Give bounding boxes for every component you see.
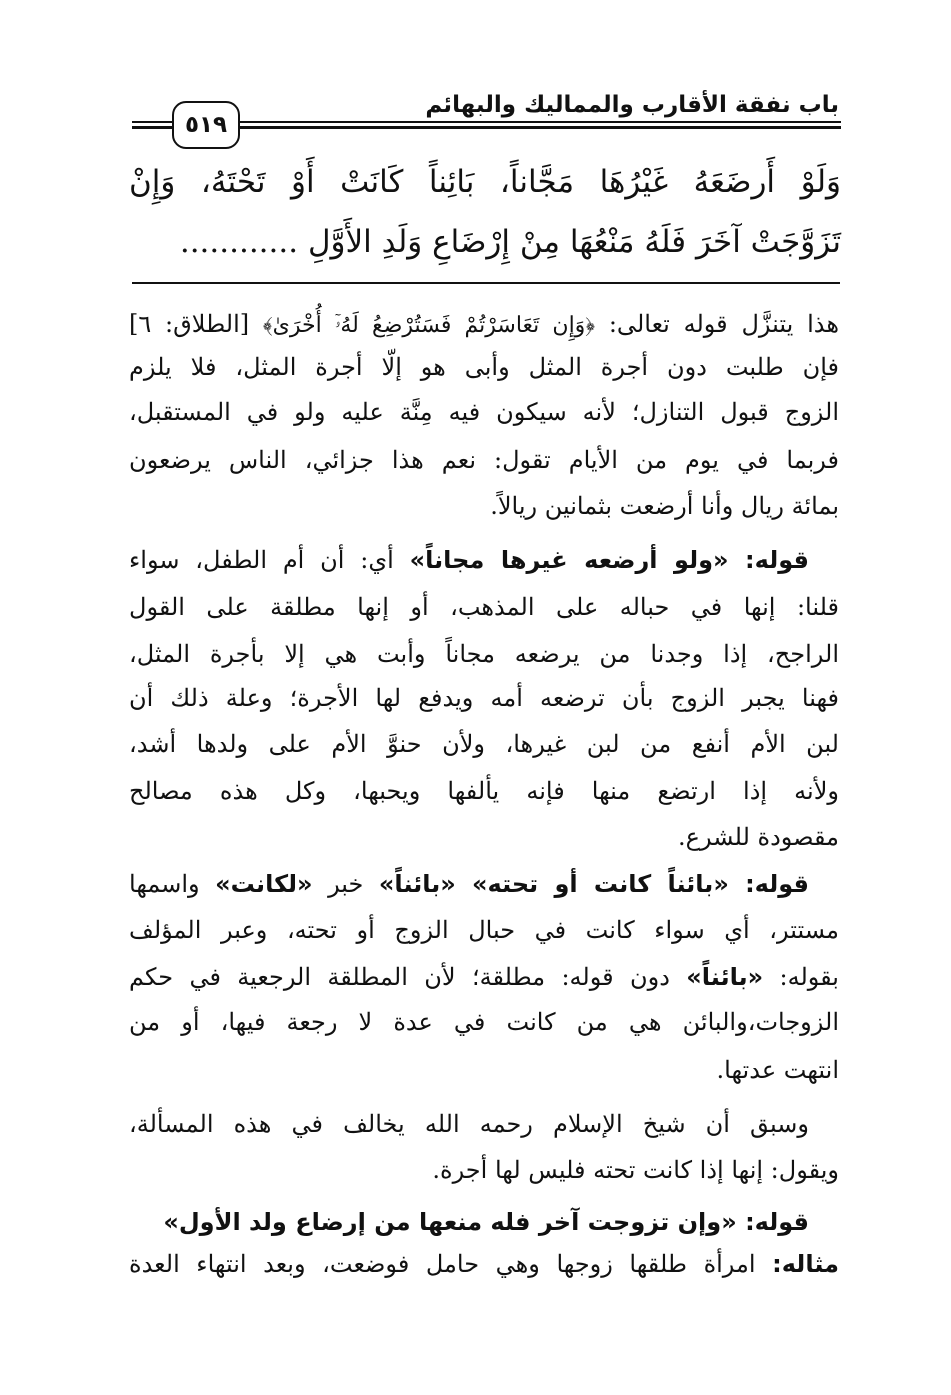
commentary-line-12: مقصودة للشرع. — [678, 823, 839, 851]
line-text: خبر — [312, 870, 379, 898]
matn-quote: «ولو أرضعه غيرها مجاناً» — [409, 546, 746, 574]
line-text: واسمها — [129, 870, 216, 898]
commentary-line-18: وسبق أن شيخ الإسلام رحمه الله يخالف في هذه المسألة، — [129, 1110, 809, 1138]
commentary-line-11: ولأنه إذا ارتضع منها فإنه يألفها ويحبها، وكل هذه مصالح — [129, 777, 839, 805]
header-rule-left-top — [132, 121, 172, 123]
header-rule-top — [236, 121, 841, 123]
verse-reference: [الطلاق: ٦] — [129, 310, 263, 338]
qawluhu-label: قوله: — [745, 546, 809, 574]
commentary-line-19: ويقول: إنها إذا كانت تحته فليس لها أجرة. — [432, 1156, 839, 1184]
mithaluhu-label: مثاله: — [772, 1250, 839, 1278]
qawluhu-label: قوله: — [745, 1208, 809, 1236]
commentary-line-21 — [129, 1242, 839, 1286]
matn-separator — [132, 282, 840, 284]
line-text: أي: أن أم الطفل، سواء — [129, 546, 410, 574]
qawluhu-label: قوله: — [745, 870, 810, 898]
matn-quote: «بائناً» — [686, 963, 764, 991]
commentary-line-20 — [129, 1200, 809, 1244]
commentary-line-3: الزوج قبول التنازل؛ لأنه سيكون فيه مِنَّة عليه ولو في المستقبل، — [129, 398, 839, 426]
matn-line-1: وَلَوْ أَرضَعَهُ غَيْرُهَا مَجَّاناً، بَائِناً كَانَتْ أَوْ تَحْتَهُ، وَإِنْ — [129, 164, 841, 200]
commentary-line-1 — [129, 302, 839, 346]
page-number: ٥١٩ — [172, 101, 240, 149]
matn-quote: «وإن تزوجت آخر فله منعها من إرضاع ولد الأول» — [163, 1208, 746, 1236]
matn-quote: «بائناً كانت أو تحته» — [472, 870, 746, 898]
commentary-line-13 — [129, 862, 809, 906]
line-text: امرأة طلقها زوجها وهي حامل فوضعت، وبعد انتهاء العدة — [129, 1250, 773, 1278]
chapter-title: باب نفقة الأقارب والمماليك والبهائم — [425, 92, 839, 118]
matn-quote: «لكانت» — [215, 870, 313, 898]
commentary-line-16: الزوجات،والبائن هي من كانت في عدة لا رجعة فيها، أو من — [129, 1008, 839, 1036]
commentary-line-6 — [129, 538, 809, 582]
line-text: بقوله: — [763, 963, 839, 991]
header-rule-bottom — [236, 126, 841, 129]
commentary-line-17: انتهت عدتها. — [716, 1056, 839, 1084]
commentary-line-7: قلنا: إنها في حباله على المذهب، أو إنها مطلقة على القول — [129, 593, 839, 621]
line-text: دون قوله: مطلقة؛ لأن المطلقة الرجعية في حكم — [129, 963, 687, 991]
commentary-line-5: بمائة ريال وأنا أرضعت بثمانين ريالاً. — [490, 492, 839, 520]
header-rule-left-bottom — [132, 126, 172, 129]
commentary-line-4: فربما في يوم من الأيام تقول: نعم هذا جزائي، الناس يرضعون — [129, 446, 839, 474]
commentary-line-15 — [129, 955, 839, 999]
commentary-line-8: الراجح، إذا وجدنا من يرضعه مجاناً وأبت هي إلا بأجرة المثل، — [129, 640, 840, 668]
commentary-line-2: فإن طلبت دون أجرة المثل وأبى هو إلّا أجرة المثل، فلا يلزم — [129, 353, 839, 381]
commentary-line-9: فهنا يجبر الزوج بأن ترضعه أمه ويدفع لها الأجرة؛ وعلة ذلك أن — [129, 684, 839, 712]
commentary-line-14: مستتر، أي سواء كانت في حبال الزوج أو تحته، وعبر المؤلف — [129, 916, 839, 944]
commentary-line-10: لبن الأم أنفع من لبن غيرها، ولأن حنوَّ الأم على ولدها أشد، — [129, 730, 839, 758]
matn-line-2: تَزَوَّجَتْ آخَرَ فَلَهُ مَنْعُهَا مِنْ إِرْضَاعِ وَلَدِ الأَوَّلِ ............ — [179, 224, 841, 260]
matn-quote: «بائناً» — [378, 870, 473, 898]
line-text: هذا يتنزَّل قوله تعالى: — [595, 310, 839, 338]
quran-verse: ﴿وَإِن تَعَاسَرْتُمْ فَسَتُرْضِعُ لَهُۥٓ أُخْرَىٰ﴾ — [262, 313, 596, 338]
